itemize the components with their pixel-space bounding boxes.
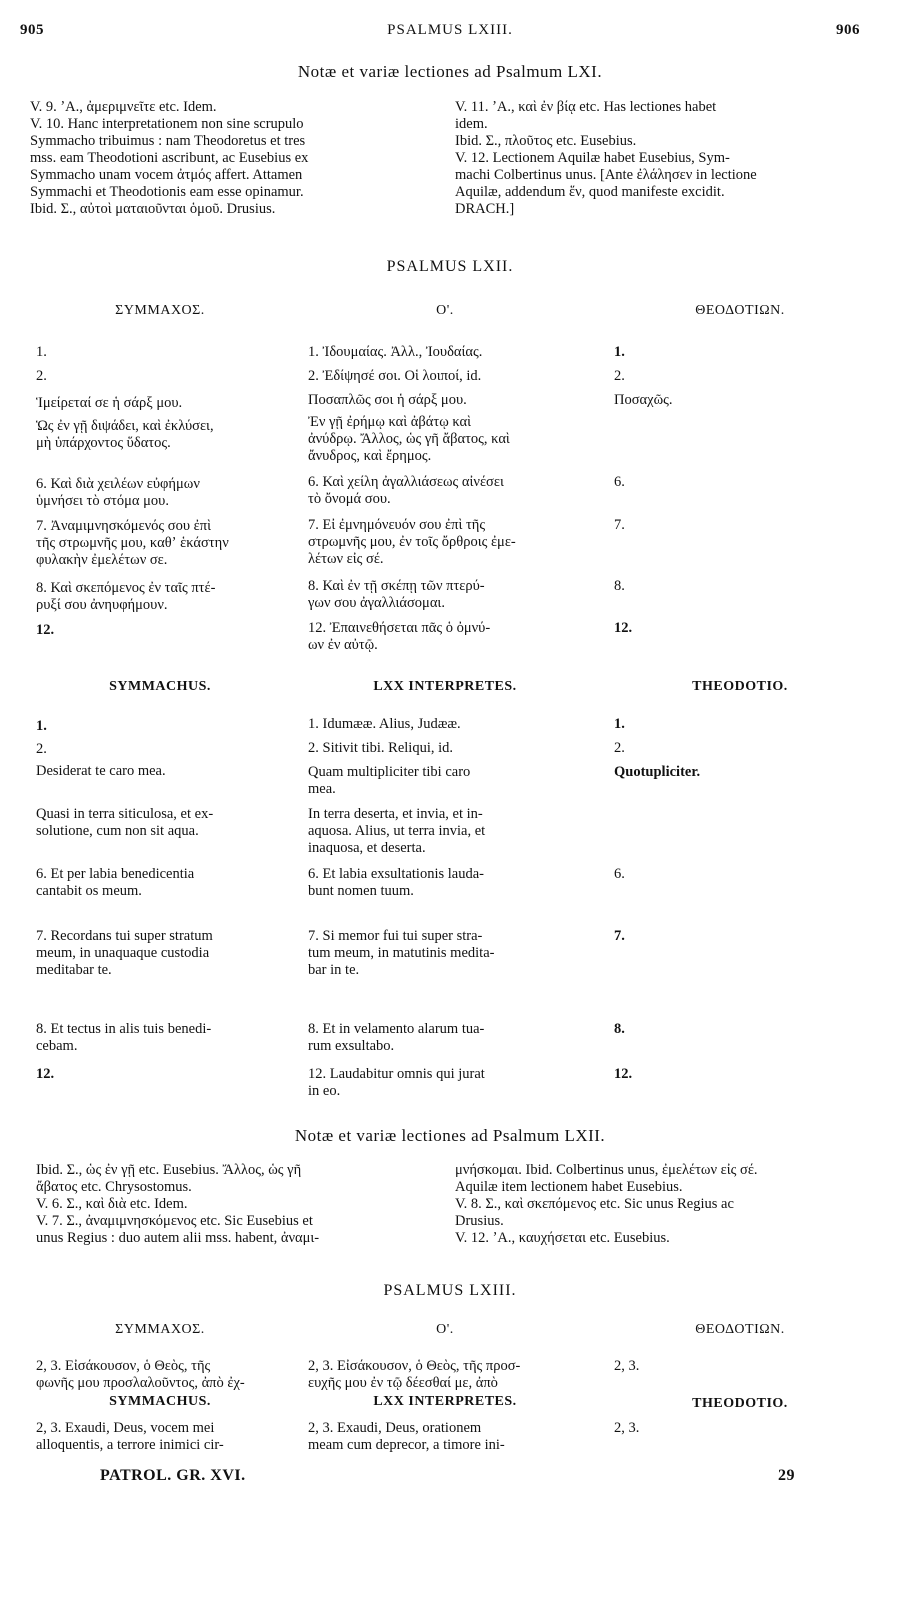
latin-sym-line: meum, in unaquaque custodia: [36, 945, 210, 961]
col-header-symmachus-greek-lxiii: ΣΥΜΜΑΧΟΣ.: [115, 1322, 205, 1337]
note-line: ἄβατος etc. Chrysostomus.: [36, 1179, 192, 1195]
latin-lxx-line: in eo.: [308, 1083, 341, 1099]
latin-sym-line: 8. Et tectus in alis tuis benedi-: [36, 1021, 212, 1037]
latin-lxx-line: bunt nomen tuum.: [308, 883, 414, 899]
greek-lxx-line: Ποσαπλῶς σοι ἡ σάρξ μου.: [308, 392, 467, 408]
psalm-lxii-title: PSALMUS LXII.: [386, 258, 514, 275]
col-header-lxx-latin-lxiii: LXX INTERPRETES.: [373, 1394, 517, 1409]
greek-theo-line: 1.: [614, 344, 625, 360]
latin-sym-line: 1.: [36, 718, 47, 734]
latin-theo-line: Quotupliciter.: [614, 764, 701, 780]
greek-sym-line: 12.: [36, 622, 55, 638]
col-header-symmachus-latin: SYMMACHUS.: [109, 679, 211, 694]
lxiii-greek-sym-line: φωνῆς μου προσλαλοῦντος, ἀπὸ ἐχ-: [36, 1375, 245, 1391]
latin-sym-line: Quasi in terra siticulosa, et ex-: [36, 806, 214, 822]
greek-lxx-line: 1. Ἰδουμαίας. Ἀλλ., Ἰουδαίας.: [308, 344, 483, 360]
latin-theo-line: 7.: [614, 928, 625, 944]
notes-lxii-title: Notæ et variæ lectiones ad Psalmum LXII.: [294, 1126, 606, 1145]
note-line: machi Colbertinus unus. [Ante ἐλάλησεν in lectione: [455, 167, 757, 183]
notes-lxii-right: [455, 1162, 875, 1247]
notes-lxi-title: Notæ et variæ lectiones ad Psalmum LXI.: [297, 62, 603, 81]
latin-lxx-line: 1. Idumææ. Alius, Judææ.: [308, 716, 461, 732]
latin-sym-line: 7. Recordans tui super stratum: [36, 928, 213, 944]
lxiii-greek-sym-line: 2, 3. Εἰσάκουσον, ὁ Θεὸς, τῆς: [36, 1358, 211, 1374]
greek-lxx-line: Ἐν γῇ ἐρήμῳ καὶ ἀβάτῳ καὶ: [308, 414, 472, 430]
greek-sym-line: 8. Καὶ σκεπόμενος ἐν ταῖς πτέ-: [36, 580, 216, 596]
latin-lxx-line: 12. Laudabitur omnis qui jurat: [308, 1066, 485, 1082]
greek-sym-line: Ἱμείρεταί σε ἡ σάρξ μου.: [36, 395, 183, 411]
greek-lxx-line: 12. Ἐπαινεθήσεται πᾶς ὁ ὀμνύ-: [308, 620, 491, 636]
note-line: Aquilæ item lectionem habet Eusebius.: [455, 1179, 683, 1195]
note-line: Drusius.: [455, 1213, 504, 1229]
latin-lxx-line: 7. Si memor fui tui super stra-: [308, 928, 483, 944]
lxiii-latin-theo-line: 2, 3.: [614, 1420, 640, 1436]
greek-lxx-line: στρωμνῆς μου, ἐν τοῖς ὄρθροις ἐμε-: [308, 534, 516, 550]
latin-lxx-line: 2. Sitivit tibi. Reliqui, id.: [308, 740, 454, 756]
note-line: V. 9. ʼΑ., ἀμεριμνεῖτε etc. Idem.: [30, 99, 217, 115]
lxiii-greek-lxx-line: 2, 3. Εἰσάκουσον, ὁ Θεὸς, τῆς προσ-: [308, 1358, 521, 1374]
latin-sym-line: solutione, cum non sit aqua.: [36, 823, 199, 839]
greek-sym-line: τῆς στρωμνῆς μου, καθʼ ἑκάστην: [36, 535, 229, 551]
note-line: unus Regius : duo autem alii mss. habent, ἀναμι-: [36, 1230, 320, 1246]
lxiii-latin-lxx-line: 2, 3. Exaudi, Deus, orationem: [308, 1420, 482, 1436]
lxiii-latin-sym-line: alloquentis, a terrore inimici cir-: [36, 1437, 224, 1453]
latin-sym-line: cantabit os meum.: [36, 883, 142, 899]
greek-sym-line: φυλακὴν ἐμελέτων σε.: [36, 552, 168, 568]
latin-theo-line: 6.: [614, 866, 625, 882]
latin-lxx-line: Quam multipliciter tibi caro: [308, 764, 471, 780]
psalm-lxiii-title: PSALMUS LXIII.: [383, 1282, 517, 1299]
note-line: V. 12. ʼΑ., καυχήσεται etc. Eusebius.: [455, 1230, 670, 1246]
greek-theo-line: 12.: [614, 620, 633, 636]
col-header-theodotio-latin-lxiii: THEODOTIO.: [692, 1396, 788, 1411]
col-header-symmachus-greek: ΣΥΜΜΑΧΟΣ.: [115, 303, 205, 318]
note-line: V. 11. ʼΑ., καὶ ἐν βίᾳ etc. Has lectiones habet: [455, 99, 717, 115]
latin-lxx-line: rum exsultabo.: [308, 1038, 395, 1054]
note-line: Symmacho tribuimus : nam Theodoretus et tres: [30, 133, 306, 149]
latin-sym-line: 2.: [36, 741, 47, 757]
greek-sym-line: 7. Ἀναμιμνησκόμενός σου ἐπὶ: [36, 518, 211, 534]
latin-theo-line: 2.: [614, 740, 625, 756]
notes-lxi-left: [30, 99, 428, 218]
footer-sheet-number: 29: [778, 1467, 795, 1484]
note-line: μνήσκομαι. Ibid. Colbertinus unus, ἐμελέτων εἰς σέ.: [455, 1162, 758, 1178]
latin-sym-line: Desiderat te caro mea.: [36, 763, 166, 779]
notes-lxi-right: [455, 99, 875, 218]
latin-theo-line: 1.: [614, 716, 625, 732]
greek-theo-line: 8.: [614, 578, 625, 594]
greek-lxx-line: ων ἐν αὐτῷ.: [308, 637, 378, 653]
greek-sym-line: Ὡς ἐν γῇ διψάδει, καὶ ἐκλύσει,: [36, 418, 214, 434]
greek-lxx-line: ἀνύδρῳ. Ἄλλος, ὡς γῆ ἄβατος, καὶ: [308, 431, 510, 447]
running-title: PSALMUS LXIII.: [387, 22, 513, 38]
latin-sym-line: 12.: [36, 1066, 55, 1082]
greek-sym-line: 2.: [36, 368, 47, 384]
latin-lxx-line: In terra deserta, et invia, et in-: [308, 806, 483, 822]
page-number-right: 906: [836, 22, 860, 38]
col-header-theodotion-greek: ΘΕΟΔΟΤΙΩΝ.: [695, 303, 785, 318]
lxiii-greek-lxx-line: ευχῆς μου ἐν τῷ δέεσθαί με, ἀπὸ: [308, 1375, 498, 1391]
lxiii-greek-theo-line: 2, 3.: [614, 1358, 640, 1374]
greek-lxx-line: λέτων εἰς σέ.: [308, 551, 384, 567]
latin-lxx-line: tum meum, in matutinis medita-: [308, 945, 495, 961]
col-header-theodotio-latin: THEODOTIO.: [692, 679, 788, 694]
latin-theo-line: 12.: [614, 1066, 633, 1082]
latin-lxx-line: aquosa. Alius, ut terra invia, et: [308, 823, 486, 839]
lxiii-latin-sym-line: 2, 3. Exaudi, Deus, vocem mei: [36, 1420, 215, 1436]
greek-theo-line: 2.: [614, 368, 625, 384]
greek-sym-line: 1.: [36, 344, 47, 360]
note-line: Aquilæ, addendum ἕν, quod manifeste excidit.: [455, 184, 725, 200]
note-line: Symmacho unam vocem ἀτμός affert. Attamen: [30, 167, 303, 183]
col-header-theodotion-greek-lxiii: ΘΕΟΔΟΤΙΩΝ.: [695, 1322, 785, 1337]
note-line: V. 6. Σ., καὶ διὰ etc. Idem.: [36, 1196, 188, 1212]
greek-sym-line: μὴ ὑπάρχοντος ὕδατος.: [36, 435, 171, 451]
latin-lxx-line: mea.: [308, 781, 336, 797]
latin-lxx-line: 8. Et in velamento alarum tua-: [308, 1021, 485, 1037]
note-line: Ibid. Σ., αὐτοὶ ματαιοῦνται ὁμοῦ. Drusius.: [30, 201, 276, 217]
note-line: V. 10. Hanc interpretationem non sine scrupulo: [30, 116, 304, 132]
note-line: mss. eam Theodotioni ascribunt, ac Eusebius ex: [30, 150, 309, 166]
notes-lxii-left: [36, 1162, 446, 1247]
col-header-lxx-latin: LXX INTERPRETES.: [373, 679, 517, 694]
note-line: Ibid. Σ., πλοῦτος etc. Eusebius.: [455, 133, 637, 149]
greek-theo-line: 7.: [614, 517, 625, 533]
note-line: V. 12. Lectionem Aquilæ habet Eusebius, Sym-: [455, 150, 730, 166]
latin-lxx-line: bar in te.: [308, 962, 360, 978]
latin-sym-line: meditabar te.: [36, 962, 112, 978]
col-header-symmachus-latin-lxiii: SYMMACHUS.: [109, 1394, 211, 1409]
greek-sym-line: 6. Καὶ διὰ χειλέων εὐφήμων: [36, 476, 200, 492]
greek-lxx-line: ἄνυδρος, καὶ ἔρημος.: [308, 448, 432, 464]
greek-lxx-line: 7. Εἰ ἐμνημόνευόν σου ἐπὶ τῆς: [308, 517, 486, 533]
greek-sym-line: ὑμνήσει τὸ στόμα μου.: [36, 493, 169, 509]
greek-lxx-line: γων σου ἀγαλλιάσομαι.: [308, 595, 445, 611]
note-line: V. 8. Σ., καὶ σκεπόμενος etc. Sic unus Regius ac: [455, 1196, 734, 1212]
note-line: Ibid. Σ., ὡς ἐν γῇ etc. Eusebius. Ἄλλος, ὡς γῆ: [36, 1162, 302, 1178]
greek-theo-line: Ποσαχῶς.: [614, 392, 673, 408]
greek-lxx-line: 8. Καὶ ἐν τῇ σκέπῃ τῶν πτερύ-: [308, 578, 485, 594]
greek-theo-line: 6.: [614, 474, 625, 490]
greek-lxx-line: 6. Καὶ χείλη ἀγαλλιάσεως αἰνέσει: [308, 474, 504, 490]
latin-lxx-line: 6. Et labia exsultationis lauda-: [308, 866, 484, 882]
note-line: DRACH.]: [455, 201, 515, 217]
footer-signature: PATROL. GR. XVI.: [100, 1467, 246, 1484]
note-line: Symmachi et Theodotionis eam esse opinamur.: [30, 184, 304, 200]
latin-sym-line: 6. Et per labia benedicentia: [36, 866, 195, 882]
greek-sym-line: ρυξί σου ἀνηυφήμουν.: [36, 597, 168, 613]
note-line: idem.: [455, 116, 488, 132]
greek-lxx-line: τὸ ὄνομά σου.: [308, 491, 391, 507]
latin-sym-line: cebam.: [36, 1038, 78, 1054]
note-line: V. 7. Σ., ἀναμιμνησκόμενος etc. Sic Eusebius et: [36, 1213, 313, 1229]
page-number-left: 905: [20, 22, 44, 38]
greek-lxx-line: 2. Ἐδίψησέ σοι. Οἱ λοιποί, id.: [308, 368, 482, 384]
lxiii-latin-lxx-line: meam cum deprecor, a timore ini-: [308, 1437, 505, 1453]
latin-lxx-line: inaquosa, et deserta.: [308, 840, 426, 856]
col-header-lxx-greek: Ο'.: [436, 303, 454, 318]
col-header-lxx-greek-lxiii: Ο'.: [436, 1322, 454, 1337]
latin-theo-line: 8.: [614, 1021, 625, 1037]
